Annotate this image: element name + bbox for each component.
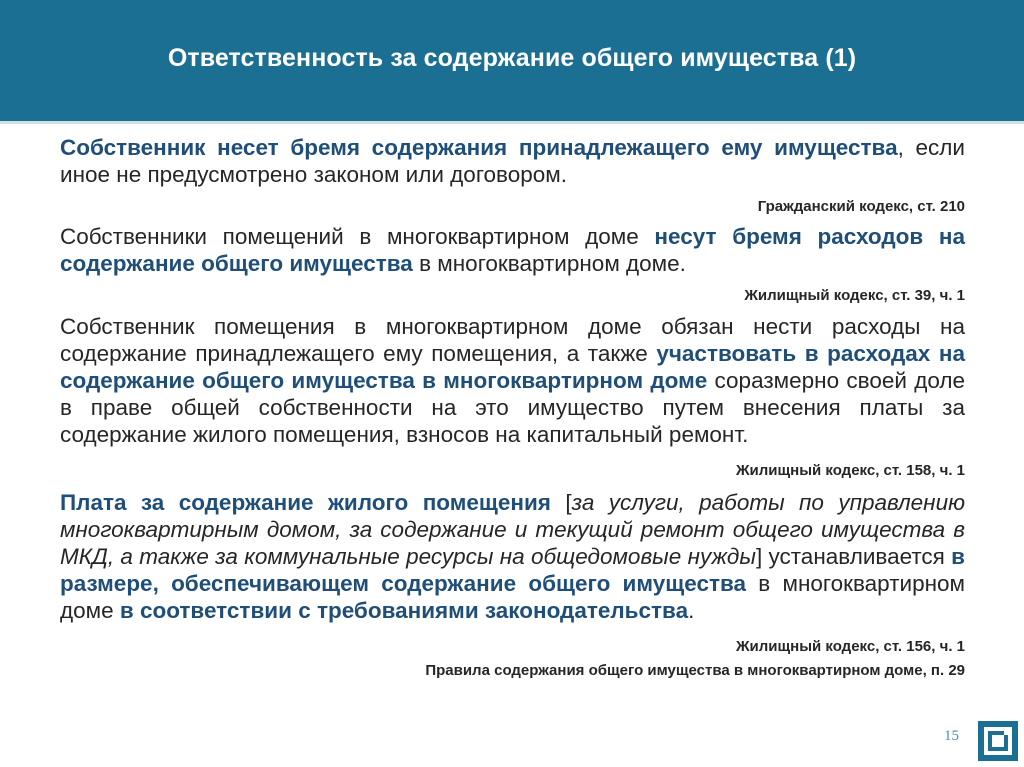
body-text: в многоквартирном доме (60, 571, 965, 623)
body-text: [ (550, 490, 572, 515)
paragraph-owner-participation (60, 313, 965, 448)
body-text: в многоквартирном доме. (412, 251, 686, 276)
source-housing-code-156: Жилищный кодекс, ст. 156, ч. 1 (735, 638, 965, 655)
highlight-text: несут бремя расходов на содержание общего имущества (60, 224, 965, 276)
body-text: , если иное не предусмотрено законом или договором. (60, 135, 966, 187)
highlight-text: в размере, обеспечивающем содержание общего имущества (60, 544, 966, 596)
source-housing-code-39: Жилищный кодекс, ст. 39, ч. 1 (744, 287, 965, 304)
paragraph-owners-expenses (60, 223, 965, 277)
highlight-text: участвовать в расходах на содержание общего имущества в многоквартирном доме (60, 341, 965, 393)
source-maintenance-rules: Правила содержания общего имущества в многоквартирном доме, п. 29 (425, 662, 965, 679)
highlight-text: Собственник несет бремя содержания принадлежащего ему имущества (60, 135, 898, 160)
body-text: Собственники помещений в многоквартирном доме (60, 224, 655, 249)
source-civil-code: Гражданский кодекс, ст. 210 (757, 198, 965, 215)
slide-title: Ответственность за содержание общего имущества (1) (167, 44, 857, 72)
highlight-text: в соответствии с требованиями законодательства (119, 598, 689, 623)
source-housing-code-158: Жилищный кодекс, ст. 158, ч. 1 (735, 462, 965, 479)
italic-text: за услуги, работы по управлению многоквартирным домом, за содержание и текущий ремонт общего имущества в МКД, а также за коммунальные ресурсы на общедомовые нужды (60, 490, 965, 569)
slide-content (60, 134, 965, 680)
body-text: . (688, 598, 695, 623)
paragraph-owner-burden (60, 134, 965, 188)
body-text: ] устанавливается (755, 544, 952, 569)
square-logo-icon (975, 718, 1021, 764)
paragraph-maintenance-fee (60, 489, 965, 624)
page-number: 15 (944, 728, 959, 744)
slide-header (0, 0, 1024, 124)
body-text: Собственник помещения в многоквартирном доме обязан нести расходы на содержание принадлежащего ему помещения, а также (60, 314, 965, 366)
highlight-text: Плата за содержание жилого помещения (60, 490, 551, 515)
body-text: соразмерно своей доле в праве общей собственности на это имущество путем внесения платы за содержание жилого помещения, взносов на капитальный ремонт. (60, 368, 965, 447)
